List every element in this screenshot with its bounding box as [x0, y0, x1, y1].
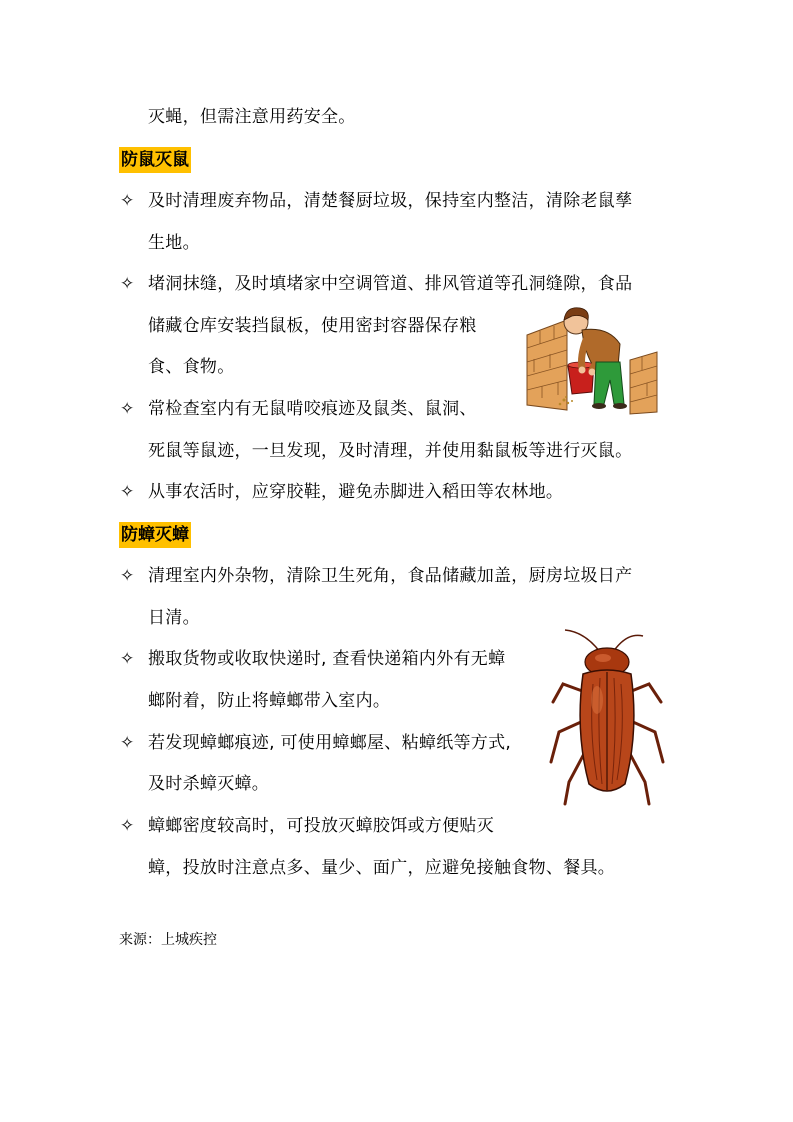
list-item-line: 堵洞抹缝，及时填堵家中空调管道、排风管道等孔洞缝隙，食品	[148, 274, 633, 294]
list-item-line: 螂附着，防止将蟑螂带入室内。	[148, 691, 391, 711]
list-item-line: 搬取货物或收取快递时, 查看快递箱内外有无蟑	[148, 649, 506, 669]
list-item-line: 死鼠等鼠迹，一旦发现，及时清理，并使用黏鼠板等进行灭鼠。	[148, 441, 633, 461]
section-heading-rodent: 防鼠灭鼠	[119, 147, 191, 173]
bullet-icon: ✧	[120, 274, 135, 294]
bullet-icon: ✧	[120, 649, 135, 669]
list-item-line: 储藏仓库安装挡鼠板，使用密封容器保存粮	[148, 316, 477, 336]
section-heading-cockroach: 防蟑灭蟑	[119, 522, 191, 548]
list-item-line: 日清。	[148, 608, 200, 628]
source-note: 来源：上城疾控	[119, 932, 217, 948]
list-item-line: 蟑，投放时注意点多、量少、面广，应避免接触食物、餐具。	[148, 858, 616, 878]
bullet-icon: ✧	[120, 191, 135, 211]
list-item-line: 清理室内外杂物，清除卫生死角，食品储藏加盖，厨房垃圾日产	[148, 566, 633, 586]
list-item-line: 及时杀蟑灭蟑。	[148, 774, 270, 794]
list-item-line: 常检查室内有无鼠啃咬痕迹及鼠类、鼠洞、	[148, 399, 477, 419]
list-item-line: 及时清理废弃物品，清楚餐厨垃圾，保持室内整洁，清除老鼠孳	[148, 191, 633, 211]
list-item-line: 食、食物。	[148, 357, 235, 377]
list-item-line: 蟑螂密度较高时，可投放灭蟑胶饵或方便贴灭	[148, 816, 494, 836]
bullet-icon: ✧	[120, 399, 135, 419]
bullet-icon: ✧	[120, 482, 135, 502]
bullet-icon: ✧	[120, 816, 135, 836]
list-item-line: 若发现蟑螂痕迹, 可使用蟑螂屋、粘蟑纸等方式,	[148, 733, 512, 753]
bullet-icon: ✧	[120, 566, 135, 586]
list-item-line: 生地。	[148, 233, 200, 253]
bullet-icon: ✧	[120, 733, 135, 753]
brick-wall-right	[630, 352, 657, 414]
cockroach-illustration	[545, 622, 670, 807]
brick-wall-left	[527, 320, 567, 410]
man-blocking-hole-illustration	[522, 300, 662, 420]
intro-line: 灭蝇，但需注意用药安全。	[148, 107, 356, 127]
list-item-line: 从事农活时，应穿胶鞋，避免赤脚进入稻田等农林地。	[148, 482, 564, 502]
